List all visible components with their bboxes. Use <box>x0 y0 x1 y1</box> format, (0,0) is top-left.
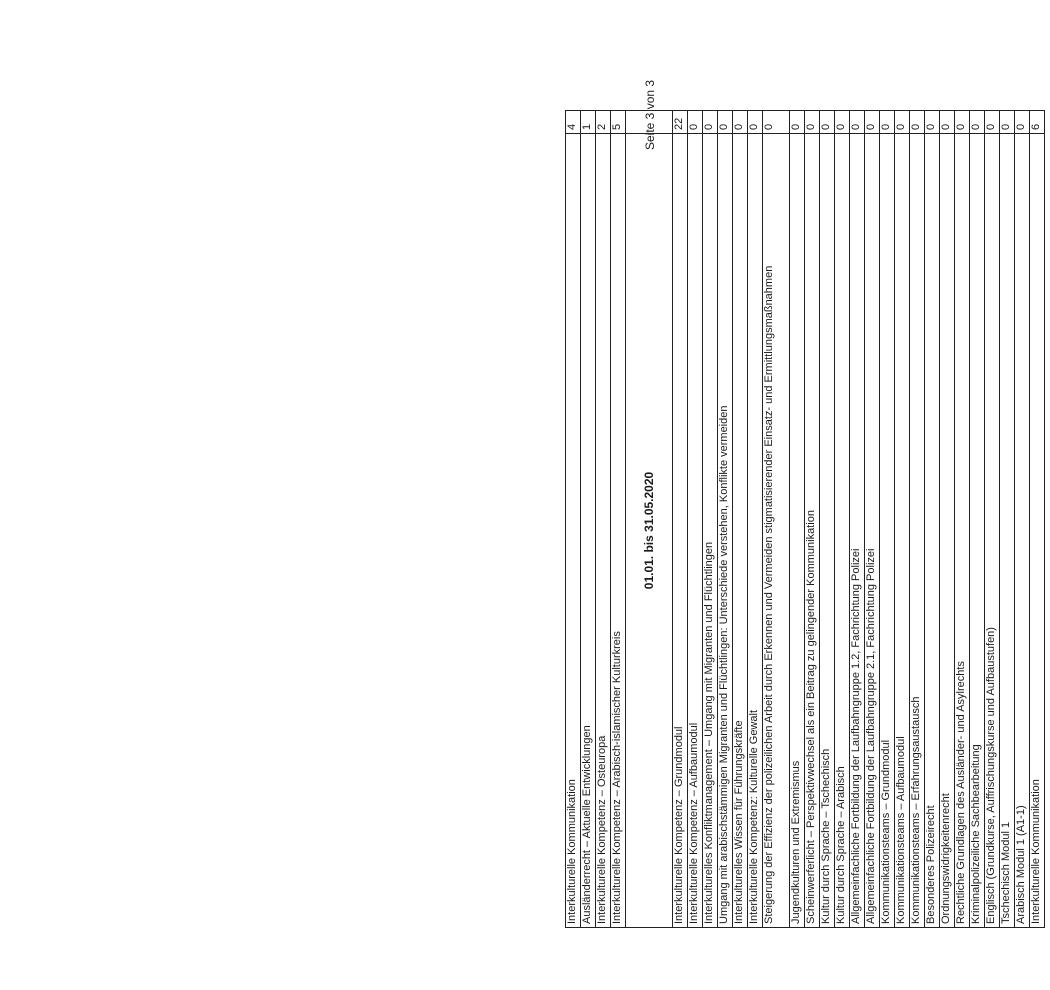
table-row <box>611 111 626 928</box>
course-title: Tschechisch Modul 1 <box>1000 134 1015 928</box>
table-row <box>850 111 865 928</box>
course-count: 22 <box>673 111 688 134</box>
annex-line-1 <box>670 0 685 45</box>
course-title: Steigerung der Effizienz der polizeilichen Arbeit durch Erkennen und Vermeiden stigmatisierender Einsatz- und Ermittlungsmaßnahmen <box>763 134 790 928</box>
course-count: 0 <box>850 111 865 134</box>
course-count: 0 <box>955 111 970 134</box>
course-title: Scheinwerferlicht – Perspektivwechsel als ein Beitrag zu gelingender Kommunikation <box>805 134 820 928</box>
course-title: Kultur durch Sprache – Tschechisch <box>820 134 835 928</box>
course-title: Kultur durch Sprache – Arabisch <box>835 134 850 928</box>
course-title: Besonderes Polizeirecht <box>925 134 940 928</box>
course-count: 0 <box>1015 111 1030 134</box>
course-count: 6 <box>1030 111 1045 134</box>
course-title: Interkulturelle Kompetenz – Aufbaumodul <box>688 134 703 928</box>
table-row <box>805 111 820 928</box>
course-count: 0 <box>763 111 790 134</box>
table-row <box>985 111 1000 928</box>
course-title: Arabisch Modul 1 (A1-1) <box>1015 134 1030 928</box>
table-row <box>880 111 895 928</box>
course-count: 0 <box>1000 111 1015 134</box>
table-row <box>596 111 611 928</box>
table-row <box>1015 111 1030 928</box>
course-title: Kommunikationsteams – Grundmodul <box>880 134 895 928</box>
section-heading: 01.01. bis 31.05.2020 <box>626 134 673 928</box>
section-heading-group <box>626 111 673 928</box>
course-title: Allgemeinfachliche Fortbildung der Laufbahngruppe 2.1, Fachrichtung Polizei <box>865 134 880 928</box>
table-row <box>1030 111 1045 928</box>
annex-line-2 <box>685 0 700 45</box>
table-row <box>895 111 910 928</box>
table-row <box>865 111 880 928</box>
course-count: 0 <box>790 111 805 134</box>
course-title: Interkulturelle Kommunikation <box>1030 134 1045 928</box>
course-count: 4 <box>566 111 581 134</box>
table-row <box>790 111 805 928</box>
course-count: 2 <box>596 111 611 134</box>
course-title: Interkulturelles Konfliktmanagement – Umgang mit Migranten und Flüchtlingen <box>703 134 718 928</box>
course-title: Interkulturelle Kompetenz: Kulturelle Gewalt <box>748 134 763 928</box>
table-row <box>925 111 940 928</box>
table-row <box>673 111 688 928</box>
course-title: Englisch (Grundkurse, Auffrischungskurse und Aufbaustufen) <box>985 134 1000 928</box>
table-row <box>820 111 835 928</box>
course-title: Interkulturelle Kompetenz – Arabisch-islamischer Kulturkreis <box>611 134 626 928</box>
table-row <box>835 111 850 928</box>
section-empty-cell <box>626 111 673 134</box>
table-row <box>940 111 955 928</box>
course-title: Umgang mit arabischstämmigen Migranten und Flüchtlingen: Unterschiede verstehen, Konflikte vermeiden <box>718 134 733 928</box>
table-row <box>910 111 925 928</box>
course-title: Interkulturelles Wissen für Führungskräfte <box>733 134 748 928</box>
table-row <box>581 111 596 928</box>
course-count: 0 <box>835 111 850 134</box>
table-row <box>733 111 748 928</box>
table-row <box>566 111 581 928</box>
course-title: Rechtliche Grundlagen des Ausländer- und Asylrechts <box>955 134 970 928</box>
course-title: Interkulturelle Kommunikation <box>566 134 581 928</box>
section-row <box>626 111 673 928</box>
course-count: 0 <box>925 111 940 134</box>
rotated-table-wrapper <box>565 110 1050 928</box>
course-count: 0 <box>805 111 820 134</box>
table-row <box>703 111 718 928</box>
annex-label <box>670 0 710 45</box>
course-count: 0 <box>880 111 895 134</box>
course-title: Ordnungswidrigkeitenrecht <box>940 134 955 928</box>
course-count: 0 <box>985 111 1000 134</box>
table-group-2 <box>673 111 1045 928</box>
course-count: 0 <box>820 111 835 134</box>
course-title: Jugendkulturen und Extremismus <box>790 134 805 928</box>
course-title: Ausländerrecht – Aktuelle Entwicklungen <box>581 134 596 928</box>
course-count: 0 <box>733 111 748 134</box>
course-count: 0 <box>748 111 763 134</box>
table-row <box>970 111 985 928</box>
course-count: 0 <box>718 111 733 134</box>
course-count: 5 <box>611 111 626 134</box>
table-row <box>748 111 763 928</box>
page-number: Seite 3 von 3 <box>643 79 657 150</box>
course-title: Kommunikationsteams – Aufbaumodul <box>895 134 910 928</box>
course-title: Kommunikationsteams – Erfahrungsaustausch <box>910 134 925 928</box>
course-count: 0 <box>895 111 910 134</box>
table-row <box>688 111 703 928</box>
course-count: 0 <box>865 111 880 134</box>
table-row <box>1000 111 1015 928</box>
course-count: 0 <box>703 111 718 134</box>
table-row <box>763 111 790 928</box>
course-title: Allgemeinfachliche Fortbildung der Laufbahngruppe 1.2, Fachrichtung Polizei <box>850 134 865 928</box>
table-row <box>955 111 970 928</box>
course-count: 0 <box>970 111 985 134</box>
course-title: Interkulturelle Kompetenz – Grundmodul <box>673 134 688 928</box>
course-title: Interkulturelle Kompetenz – Osteuropa <box>596 134 611 928</box>
course-count: 1 <box>581 111 596 134</box>
course-table <box>565 110 1045 928</box>
course-count: 0 <box>940 111 955 134</box>
course-count: 0 <box>688 111 703 134</box>
table-row <box>718 111 733 928</box>
course-count: 0 <box>910 111 925 134</box>
course-title: Kriminalpolizeiliche Sachbearbeitung <box>970 134 985 928</box>
table-group-1 <box>566 111 626 928</box>
